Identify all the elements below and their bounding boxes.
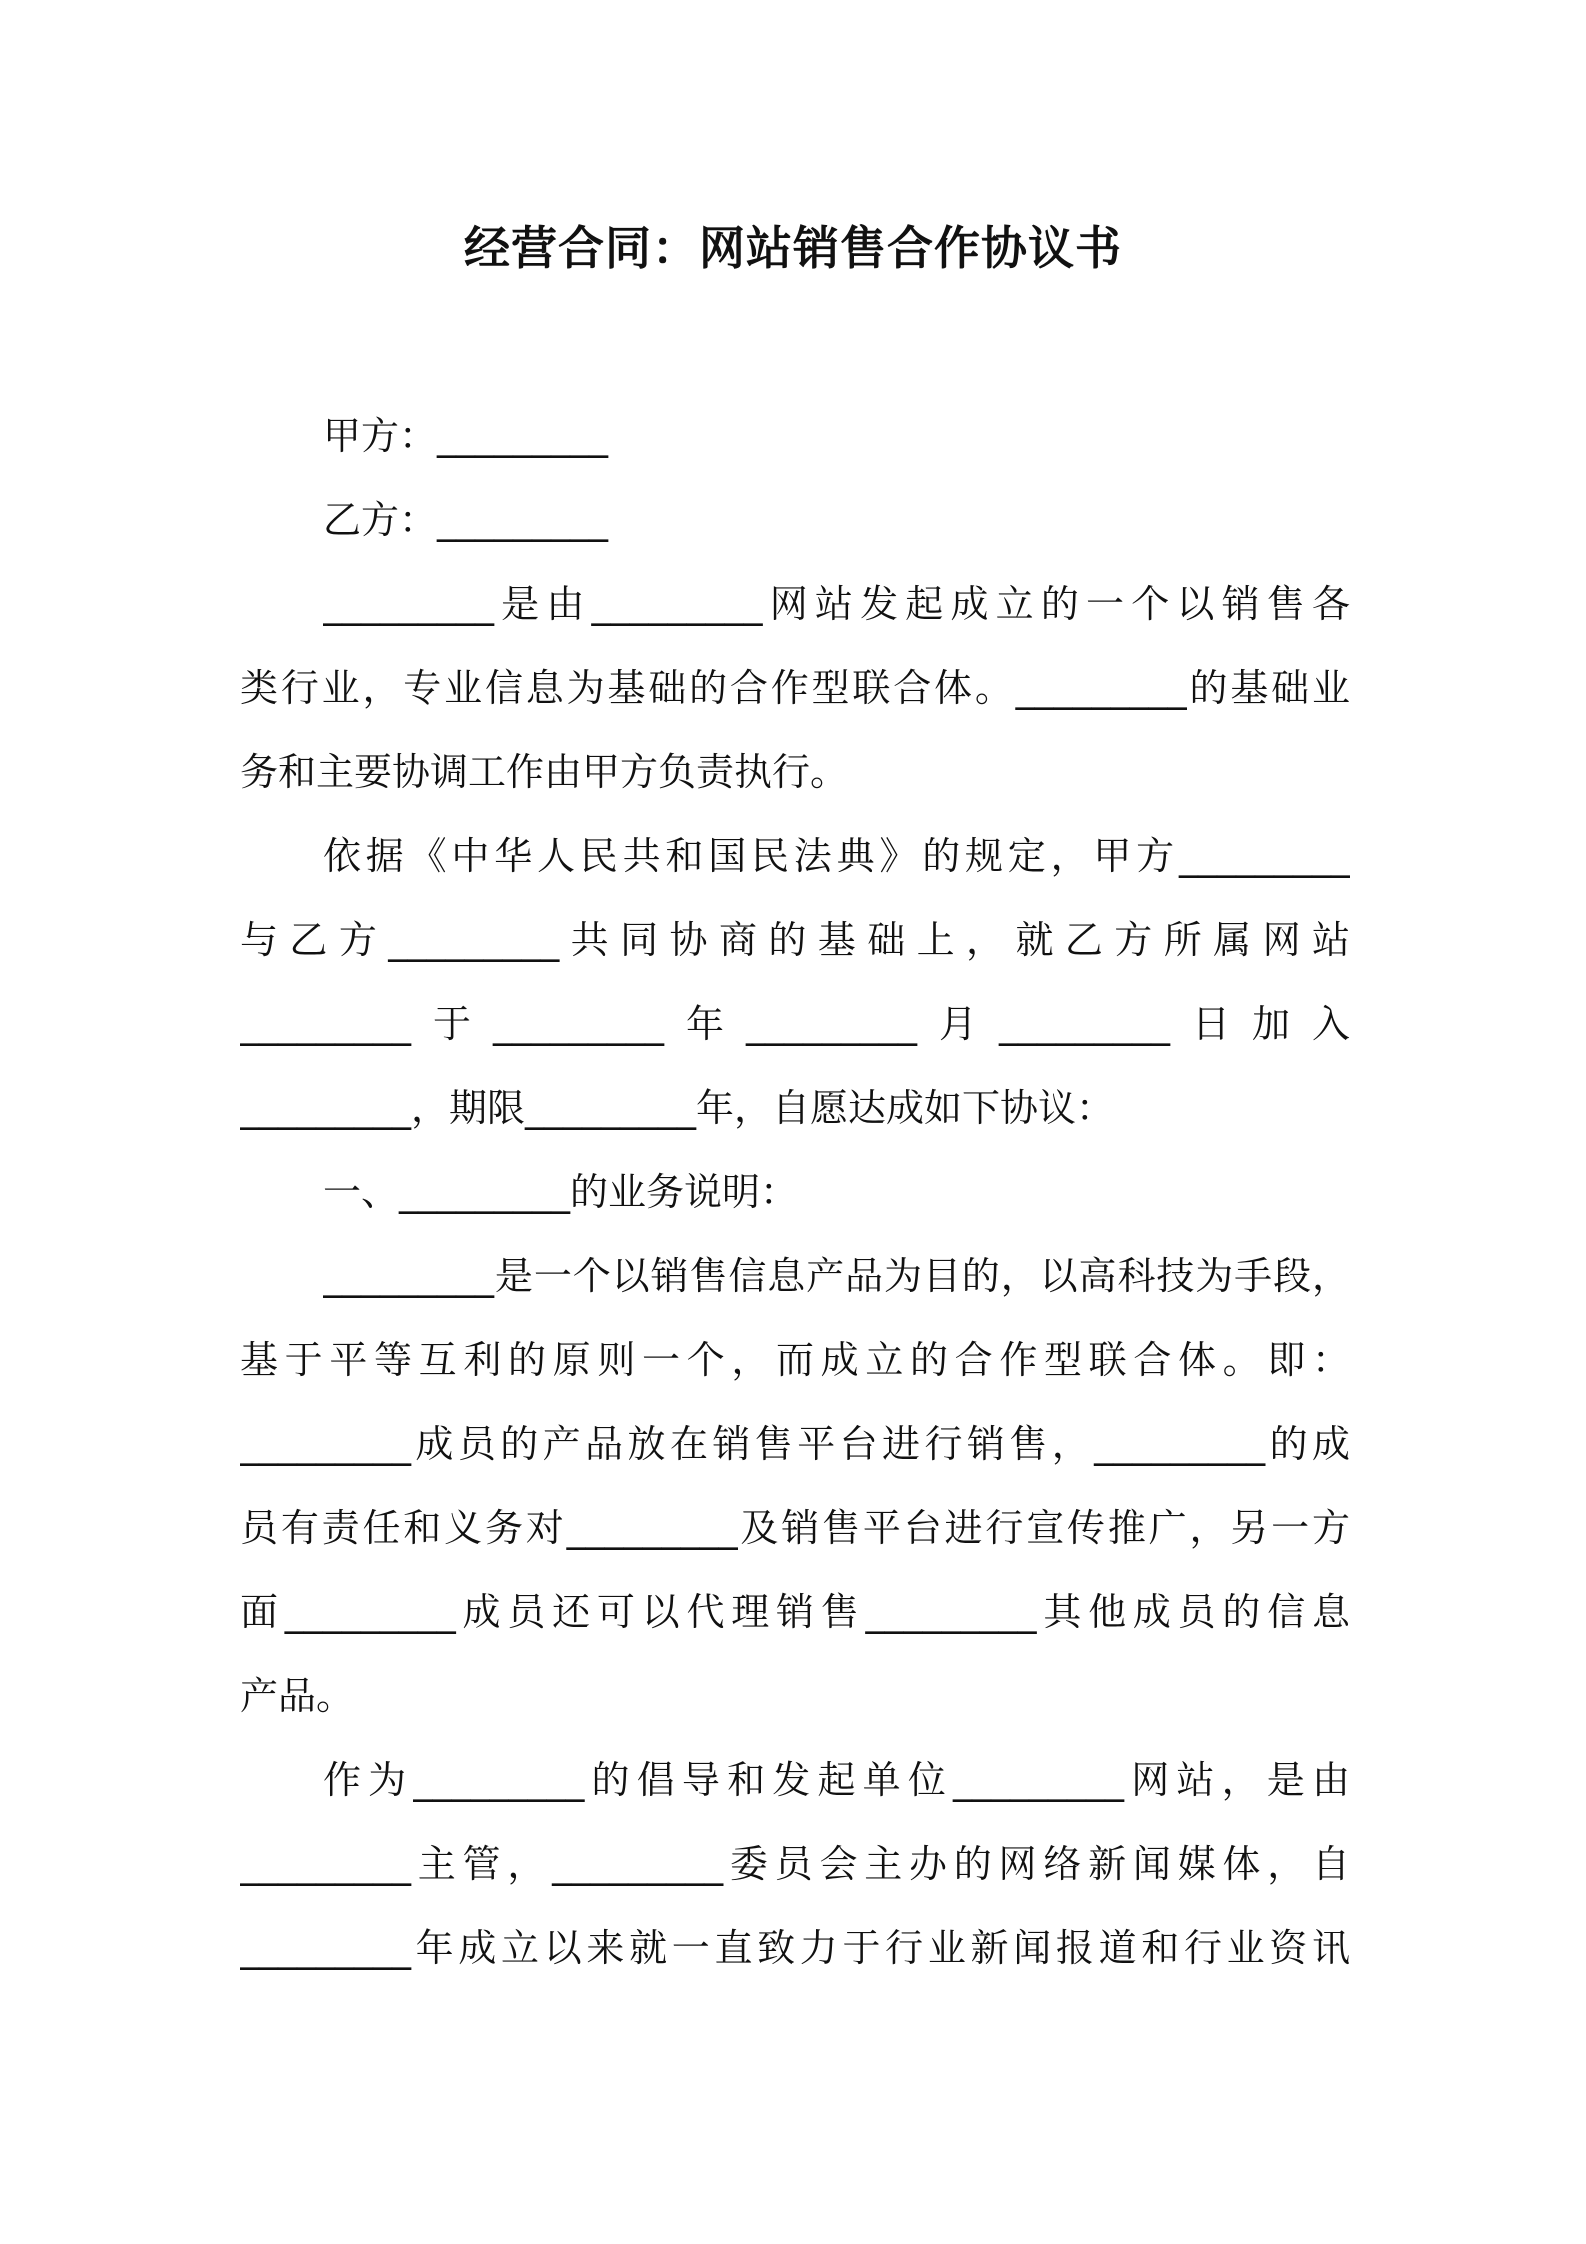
paragraph-line: _________是一个以销售信息产品为目的，以高科技为手段， (323, 1254, 1350, 1298)
paragraph-line: 依据《中华人民共和国民法典》的规定，甲方_________ (323, 834, 1350, 878)
paragraph-line: _________年成立以来就一直致力于行业新闻报道和行业资讯 (240, 1926, 1350, 1970)
paragraph-line: 面_________成员还可以代理销售_________其他成员的信息 (240, 1590, 1350, 1634)
party-a-line: 甲方：_________ (323, 414, 609, 458)
paragraph-line: _________是由_________网站发起成立的一个以销售各 (323, 582, 1350, 626)
paragraph-line: 与乙方_________共同协商的基础上，就乙方所属网站 (240, 918, 1350, 962)
paragraph-line: _________主管，_________委员会主办的网络新闻媒体，自 (240, 1842, 1350, 1886)
party-b-line: 乙方：_________ (323, 498, 609, 542)
paragraph-line: 基于平等互利的原则一个，而成立的合作型联合体。即： (240, 1338, 1350, 1382)
paragraph-line: _________于_________年_________月_________日加入 (240, 1002, 1350, 1046)
paragraph-line: 员有责任和义务对_________及销售平台进行宣传推广，另一方 (240, 1506, 1350, 1550)
paragraph-line: 产品。 (240, 1674, 355, 1718)
paragraph-line: _________成员的产品放在销售平台进行销售，_________的成 (240, 1422, 1350, 1466)
section-heading: 一、_________的业务说明： (323, 1170, 799, 1214)
paragraph-line: _________，期限_________年，自愿达成如下协议： (240, 1086, 1115, 1130)
paragraph-line: 作为_________的倡导和发起单位_________网站，是由 (323, 1758, 1350, 1802)
paragraph-line: 类行业，专业信息为基础的合作型联合体。_________的基础业 (240, 666, 1350, 710)
document-title: 经营合同：网站销售合作协议书 (464, 221, 1122, 275)
paragraph-line: 务和主要协调工作由甲方负责执行。 (240, 750, 849, 794)
